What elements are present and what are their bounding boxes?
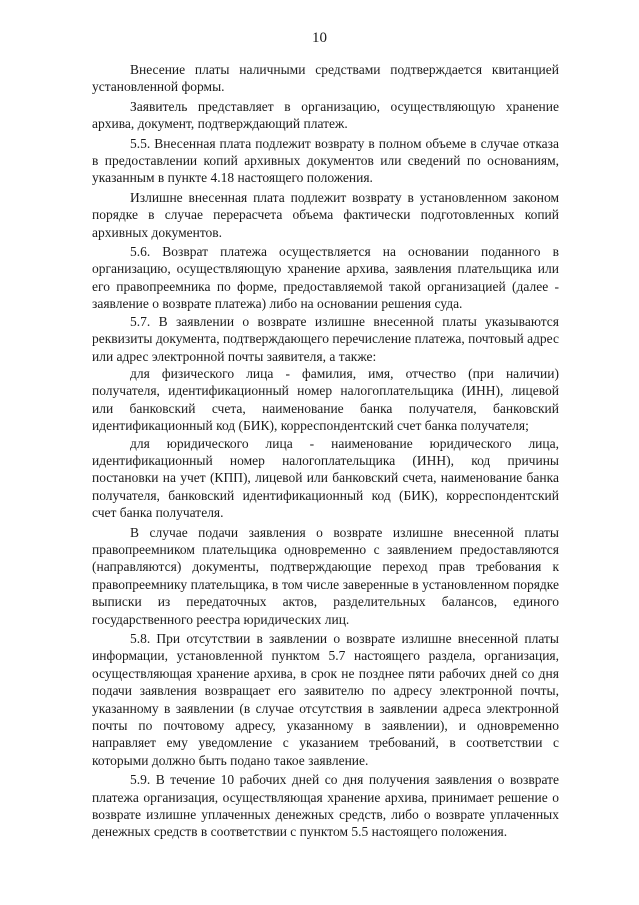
paragraph-5-9: 5.9. В течение 10 рабочих дней со дня получения заявления о возврате платежа организация, осуществляющая хранение архива, принимает решение о возврате излишне уплаченных денежных средств, либо о возврате уплаченных денежных средств в соответствии с пунктом 5.5 настоящего положения. bbox=[92, 772, 559, 840]
page-number: 10 bbox=[312, 30, 327, 46]
paragraph-individual: для физического лица - фамилия, имя, отчество (при наличии) получателя, идентификационный номер налогоплательщика (ИНН), лицевой или банковский счета, наименование банка получателя, банковский идентификационный код (БИК), корреспондентский счет банка получателя; bbox=[92, 365, 559, 434]
paragraph-legal-entity: для юридического лица - наименование юридического лица, идентификационный номер налогоплательщика (ИНН), код причины постановки на учет (КПП), лицевой или банковский счета, наименование банка получателя, банковский идентификационный код (БИК), корреспондентский счет банка получателя. bbox=[92, 435, 559, 521]
paragraph-successor: В случае подачи заявления о возврате излишне внесенной платы правопреемником плательщика одновременно с заявлением предоставляются (направляются) документы, подтверждающие переход прав требования к правопреемнику плательщика, в том числе заверенные в установленном порядке выписки из передаточных актов, разделительных балансов, единого государственного реестра юридических лиц. bbox=[92, 524, 559, 627]
paragraph-applicant-document: Заявитель представляет в организацию, осуществляющую хранение архива, документ, подтверждающий платеж. bbox=[92, 98, 559, 132]
paragraph-5-8: 5.8. При отсутствии в заявлении о возврате излишне внесенной платы информации, установленной пунктом 5.7 настоящего раздела, организация, осуществляющая хранение архива, в срок не позднее пяти рабочих дней со дня подачи заявления возвращает его заявителю по адресу электронной почты, указанному в заявлении (в случае отсутствия в заявлении адреса электронной почты по почтовому адресу, указанному в заявлении), и одновременно направляет ему уведомление с указанием требований, в соответствии с которыми должно быть подано такое заявление. bbox=[92, 631, 559, 768]
paragraph-5-5: 5.5. Внесенная плата подлежит возврату в полном объеме в случае отказа в предоставлении копий архивных документов или сведений по основаниям, указанным в пункте 4.18 настоящего положения. bbox=[92, 135, 559, 186]
paragraph-payment-cash: Внесение платы наличными средствами подтверждается квитанцией установленной формы. bbox=[92, 62, 559, 95]
document-body bbox=[92, 61, 559, 841]
paragraph-5-7: 5.7. В заявлении о возврате излишне внесенной платы указываются реквизиты документа, подтверждающего перечисление платежа, почтовый адрес или адрес электронной почты заявителя, а также: bbox=[92, 313, 559, 364]
paragraph-5-6: 5.6. Возврат платежа осуществляется на основании поданного в организацию, осуществляющую хранение архива, заявления плательщика или его правопреемника по форме, предоставляемой такой организацией (далее - заявление о возврате платежа) либо на основании решения суда. bbox=[92, 244, 559, 312]
paragraph-excess-refund: Излишне внесенная плата подлежит возврату в установленном законом порядке в случае перерасчета объема фактически подготовленных копий архивных документов. bbox=[92, 189, 559, 240]
